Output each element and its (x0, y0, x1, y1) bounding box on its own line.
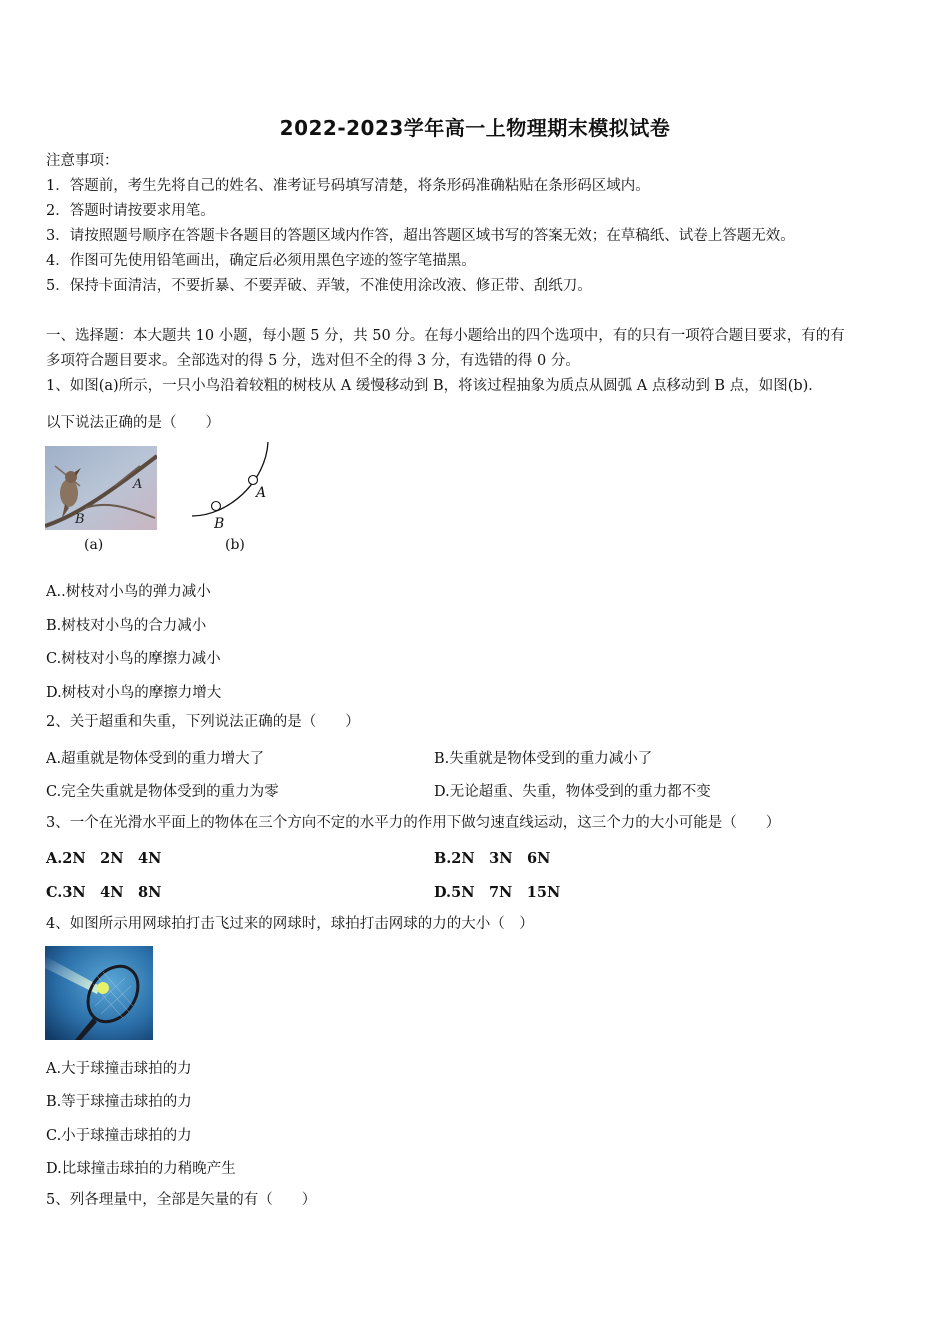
notice-item: 5．保持卡面清洁，不要折暴、不要弄破、弄皱，不准使用涂改液、修正带、刮纸刀。 (46, 278, 592, 294)
q1-option-a[interactable]: A..树枝对小鸟的弹力减小 (46, 584, 211, 600)
tennis-racket-photo (45, 946, 153, 1040)
q3-option-a[interactable]: A.2N 2N 4N (46, 850, 162, 867)
question-3-stem: 3、一个在光滑水平面上的物体在三个方向不定的水平力的作用下做匀速直线运动，这三个力的大小可能是（ ） (46, 815, 781, 831)
q4-option-c[interactable]: C.小于球撞击球拍的力 (46, 1128, 192, 1144)
arc-diagram (188, 442, 272, 534)
notice-heading: 注意事项： (46, 153, 119, 169)
q2-option-b[interactable]: B.失重就是物体受到的重力减小了 (434, 751, 653, 767)
fig-a-label-b: B (75, 512, 85, 527)
question-1-stem: 1、如图(a)所示，一只小鸟沿着较粗的树枝从 A 缓慢移动到 B，将该过程抽象为质点从圆弧 A 点移动到 B 点，如图(b)． (46, 378, 823, 394)
q4-option-b[interactable]: B.等于球撞击球拍的力 (46, 1094, 192, 1110)
q4-option-d[interactable]: D.比球撞击球拍的力稍晚产生 (46, 1161, 236, 1177)
fig-b-caption: (b) (225, 537, 245, 553)
section-instructions-line1: 一、选择题：本大题共 10 小题，每小题 5 分，共 50 分。在每小题给出的四个选项中，有的只有一项符合题目要求，有的有 (46, 328, 845, 344)
notice-item: 4．作图可先使用铅笔画出，确定后必须用黑色字迹的签字笔描黑。 (46, 253, 476, 269)
question-2-stem: 2、关于超重和失重，下列说法正确的是（ ） (46, 714, 360, 730)
question-4-stem: 4、如图所示用网球拍打击飞过来的网球时，球拍打击网球的力的大小（ ） (46, 916, 534, 932)
question-1-stem-cont: 以下说法正确的是（ ） (46, 415, 220, 431)
fig-a-label-a: A (133, 477, 143, 492)
q2-option-c[interactable]: C.完全失重就是物体受到的重力为零 (46, 784, 279, 800)
page-title: 2022-2023学年高一上物理期末模拟试卷 (279, 116, 671, 140)
fig-b-label-a: A (256, 485, 267, 501)
fig-b-label-b: B (214, 516, 225, 532)
section-instructions-line2: 多项符合题目要求。全部选对的得 5 分，选对但不全的得 3 分，有选错的得 0 分。 (46, 353, 580, 369)
notice-item: 2．答题时请按要求用笔。 (46, 203, 215, 219)
q2-option-d[interactable]: D.无论超重、失重，物体受到的重力都不变 (434, 784, 711, 800)
q1-option-b[interactable]: B.树枝对小鸟的合力减小 (46, 618, 207, 634)
q3-option-b[interactable]: B.2N 3N 6N (434, 850, 551, 867)
q3-option-c[interactable]: C.3N 4N 8N (46, 884, 162, 901)
q1-option-d[interactable]: D.树枝对小鸟的摩擦力增大 (46, 685, 222, 701)
q3-option-d[interactable]: D.5N 7N 15N (434, 884, 561, 901)
bird-on-branch-photo (45, 446, 157, 530)
q1-option-c[interactable]: C.树枝对小鸟的摩擦力减小 (46, 651, 221, 667)
q2-option-a[interactable]: A.超重就是物体受到的重力增大了 (46, 751, 265, 767)
notice-item: 1．答题前，考生先将自己的姓名、准考证号码填写清楚，将条形码准确粘贴在条形码区域内。 (46, 178, 650, 194)
question-5-stem: 5、列各理量中，全部是矢量的有（ ） (46, 1192, 317, 1208)
q4-option-a[interactable]: A.大于球撞击球拍的力 (46, 1061, 192, 1077)
notice-item: 3．请按照题号顺序在答题卡各题目的答题区域内作答，超出答题区域书写的答案无效；在草稿纸、试卷上答题无效。 (46, 228, 795, 244)
fig-a-caption: (a) (84, 537, 104, 553)
